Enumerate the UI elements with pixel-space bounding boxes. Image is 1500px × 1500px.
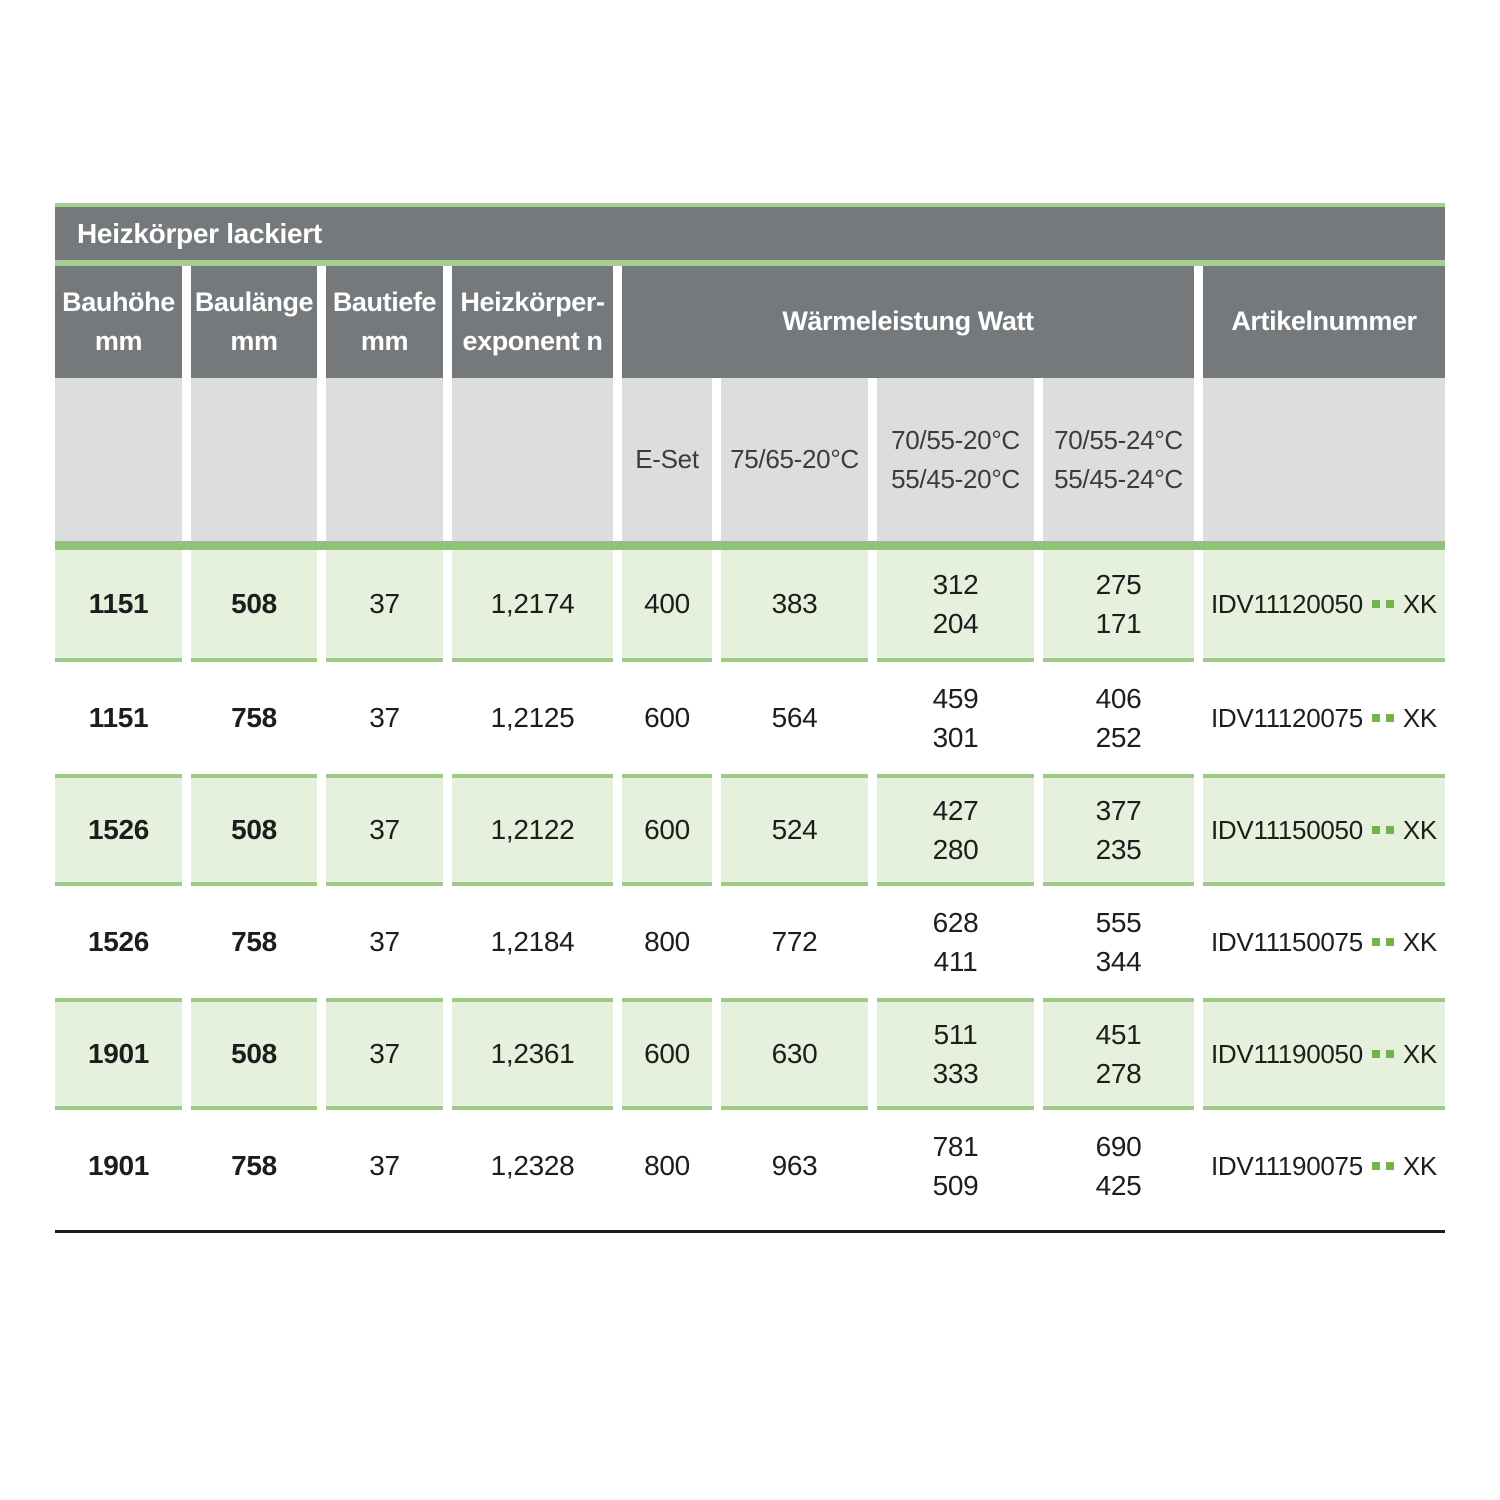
watt-line: 511	[933, 1018, 978, 1050]
cell-eset: 400	[622, 550, 712, 662]
artikel-suffix: XK	[1402, 814, 1437, 845]
watt-line: 781	[932, 1130, 979, 1162]
subheader-eset-label: E-Set	[635, 444, 699, 474]
subheader-70-55-20-line2: 55/45-20°C	[891, 463, 1020, 494]
placeholder-dot-icon	[1386, 714, 1394, 722]
cell-baulaenge: 758	[191, 886, 317, 998]
cell-eset: 800	[622, 1110, 712, 1222]
placeholder-dot-icon	[1386, 938, 1394, 946]
cell-bautiefe: 37	[326, 662, 443, 774]
cell-70-55-20	[877, 1110, 1034, 1222]
placeholder-dot-icon	[1386, 1050, 1394, 1058]
header-artikelnummer-label: Artikelnummer	[1231, 306, 1417, 337]
watt-line: 690	[1095, 1130, 1142, 1162]
header-bauhoehe	[55, 266, 182, 378]
cell-70-55-20	[877, 550, 1034, 662]
table-row	[55, 886, 1445, 998]
artikel-suffix: XK	[1402, 1038, 1437, 1069]
cell-artikelnummer	[1203, 662, 1445, 774]
table-row	[55, 1110, 1445, 1222]
cell-70-55-24	[1043, 550, 1194, 662]
watt-line: 425	[1095, 1170, 1142, 1201]
cell-bauhoehe: 1151	[55, 550, 182, 662]
cell-75-65: 963	[721, 1110, 868, 1222]
cell-bautiefe: 37	[326, 886, 443, 998]
header-baulaenge-line1: Baulänge	[194, 286, 314, 317]
watt-line: 406	[1095, 682, 1142, 714]
artikel-prefix: IDV11190075	[1211, 1150, 1363, 1181]
header-waermeleistung-label: Wärmeleistung Watt	[782, 306, 1034, 337]
subheader-70-55-24-line2: 55/45-24°C	[1054, 463, 1183, 494]
header-bauhoehe-line1: Bauhöhe	[62, 286, 175, 317]
subheader-empty-exponent	[452, 378, 613, 541]
artikel-prefix: IDV11190050	[1211, 1038, 1363, 1069]
cell-70-55-20	[877, 774, 1034, 886]
cell-bautiefe: 37	[326, 1110, 443, 1222]
watt-line: 204	[932, 608, 979, 639]
cell-exponent: 1,2122	[452, 774, 613, 886]
artikel-prefix: IDV11120050	[1211, 588, 1363, 619]
subheader-empty-bautiefe	[326, 378, 443, 541]
cell-bauhoehe: 1526	[55, 774, 182, 886]
watt-line: 427	[932, 794, 979, 826]
placeholder-dot-icon	[1386, 1162, 1394, 1170]
table-body	[55, 550, 1445, 1222]
artikel-prefix: IDV11120075	[1211, 702, 1363, 733]
cell-75-65: 772	[721, 886, 868, 998]
cell-baulaenge: 758	[191, 1110, 317, 1222]
placeholder-dot-icon	[1372, 1162, 1380, 1170]
cell-baulaenge: 508	[191, 550, 317, 662]
cell-artikelnummer	[1203, 550, 1445, 662]
cell-artikelnummer	[1203, 886, 1445, 998]
header-baulaenge-line2: mm	[230, 326, 278, 356]
watt-line: 171	[1095, 608, 1142, 639]
artikel-prefix: IDV11150050	[1211, 814, 1363, 845]
cell-bauhoehe: 1901	[55, 1110, 182, 1222]
watt-line: 280	[932, 834, 979, 865]
header-exponent-line1: Heizkörper-	[460, 286, 605, 317]
watt-line: 301	[932, 722, 979, 753]
cell-exponent: 1,2174	[452, 550, 613, 662]
table-row	[55, 774, 1445, 886]
artikel-suffix: XK	[1402, 702, 1437, 733]
placeholder-dot-icon	[1372, 938, 1380, 946]
header-bauhoehe-line2: mm	[94, 326, 143, 356]
table-row	[55, 662, 1445, 774]
cell-bauhoehe: 1526	[55, 886, 182, 998]
header-bautiefe	[326, 266, 443, 378]
cell-70-55-24	[1043, 662, 1194, 774]
subheader-empty-bauhoehe	[55, 378, 182, 541]
subheader-eset	[622, 378, 712, 541]
cell-baulaenge: 508	[191, 774, 317, 886]
subheader-70-55-20	[877, 378, 1034, 541]
watt-line: 377	[1095, 794, 1142, 826]
cell-bautiefe: 37	[326, 550, 443, 662]
cell-70-55-24	[1043, 1110, 1194, 1222]
cell-exponent: 1,2184	[452, 886, 613, 998]
artikel-suffix: XK	[1402, 926, 1437, 957]
cell-artikelnummer	[1203, 998, 1445, 1110]
cell-baulaenge: 758	[191, 662, 317, 774]
watt-line: 459	[932, 682, 979, 714]
cell-70-55-24	[1043, 998, 1194, 1110]
artikel-suffix: XK	[1402, 588, 1437, 619]
cell-75-65: 630	[721, 998, 868, 1110]
subheader-70-55-24-line1: 70/55-24°C	[1054, 424, 1183, 455]
watt-line: 555	[1095, 906, 1142, 938]
cell-eset: 600	[622, 662, 712, 774]
watt-line: 509	[932, 1170, 979, 1201]
cell-artikelnummer	[1203, 774, 1445, 886]
cell-70-55-24	[1043, 886, 1194, 998]
bottom-rule	[55, 1230, 1445, 1233]
cell-70-55-24	[1043, 774, 1194, 886]
watt-line: 451	[1095, 1018, 1142, 1050]
watt-line: 312	[932, 568, 979, 600]
header-artikelnummer	[1203, 266, 1445, 378]
cell-exponent: 1,2361	[452, 998, 613, 1110]
table-row	[55, 998, 1445, 1110]
watt-line: 344	[1095, 946, 1142, 977]
placeholder-dot-icon	[1372, 600, 1380, 608]
header-exponent-line2: exponent n	[462, 326, 603, 356]
placeholder-dot-icon	[1386, 600, 1394, 608]
cell-artikelnummer	[1203, 1110, 1445, 1222]
cell-bauhoehe: 1151	[55, 662, 182, 774]
header-waermeleistung	[622, 266, 1194, 378]
watt-line: 275	[1095, 568, 1142, 600]
placeholder-dot-icon	[1372, 714, 1380, 722]
table-row	[55, 550, 1445, 662]
cell-70-55-20	[877, 662, 1034, 774]
header-exponent	[452, 266, 613, 378]
watt-line: 252	[1095, 722, 1142, 753]
cell-70-55-20	[877, 998, 1034, 1110]
cell-75-65: 564	[721, 662, 868, 774]
cell-eset: 800	[622, 886, 712, 998]
cell-exponent: 1,2328	[452, 1110, 613, 1222]
subheader-70-55-24	[1043, 378, 1194, 541]
cell-bautiefe: 37	[326, 774, 443, 886]
watt-line: 235	[1095, 834, 1142, 865]
watt-line: 278	[1095, 1058, 1142, 1089]
subheader-empty-artikel	[1203, 378, 1445, 541]
watt-line: 628	[932, 906, 979, 938]
artikel-prefix: IDV11150075	[1211, 926, 1363, 957]
cell-70-55-20	[877, 886, 1034, 998]
spec-table	[55, 203, 1445, 1233]
header-baulaenge	[191, 266, 317, 378]
watt-line: 333	[932, 1058, 979, 1089]
subheader-empty-baulaenge	[191, 378, 317, 541]
subheader-75-65	[721, 378, 868, 541]
subheader-row	[55, 378, 1445, 541]
cell-eset: 600	[622, 998, 712, 1110]
cell-bauhoehe: 1901	[55, 998, 182, 1110]
column-header-row	[55, 266, 1445, 378]
placeholder-dot-icon	[1372, 1050, 1380, 1058]
table-title-bar	[55, 207, 1445, 260]
green-band	[55, 541, 1445, 550]
cell-75-65: 524	[721, 774, 868, 886]
subheader-70-55-20-line1: 70/55-20°C	[891, 424, 1020, 455]
cell-75-65: 383	[721, 550, 868, 662]
cell-eset: 600	[622, 774, 712, 886]
cell-exponent: 1,2125	[452, 662, 613, 774]
header-bautiefe-line2: mm	[360, 326, 409, 356]
watt-line: 411	[933, 946, 978, 977]
cell-bautiefe: 37	[326, 998, 443, 1110]
table-title: Heizkörper lackiert	[77, 217, 322, 249]
header-bautiefe-line1: Bautiefe	[332, 286, 437, 317]
placeholder-dot-icon	[1372, 826, 1380, 834]
placeholder-dot-icon	[1386, 826, 1394, 834]
artikel-suffix: XK	[1402, 1150, 1437, 1181]
subheader-75-65-label: 75/65-20°C	[730, 444, 859, 474]
cell-baulaenge: 508	[191, 998, 317, 1110]
